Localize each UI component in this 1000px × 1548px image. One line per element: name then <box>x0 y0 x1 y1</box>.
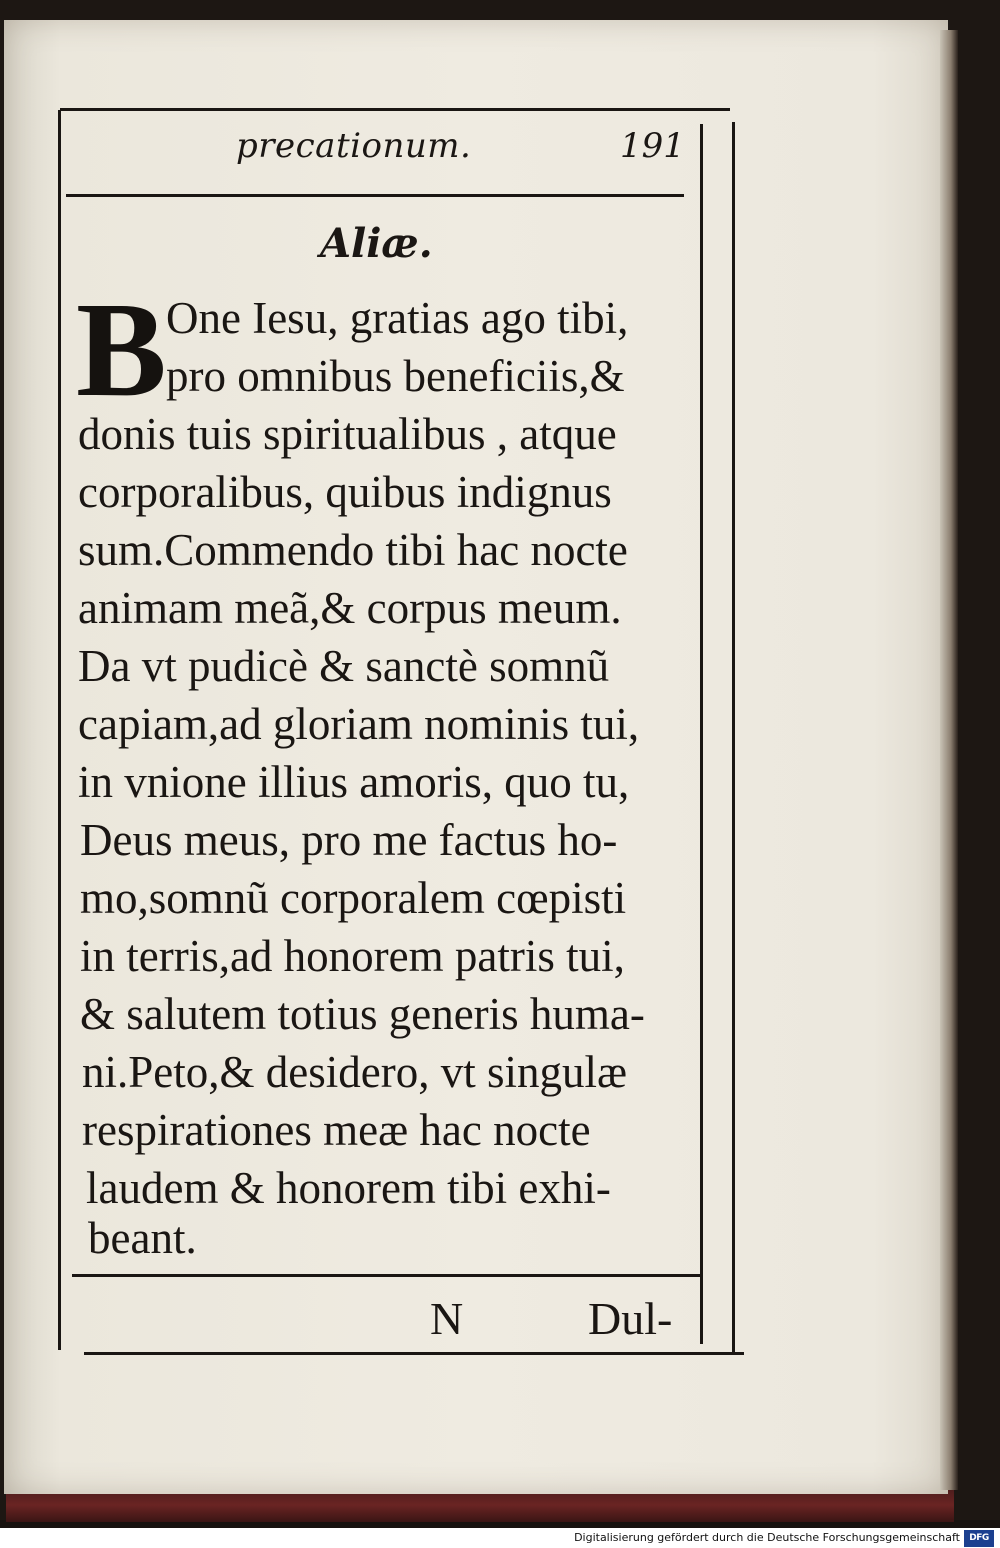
text-line: & salutem totius generis huma- <box>80 989 645 1039</box>
text-line: ni.Peto,& desidero, vt singulæ <box>82 1047 627 1097</box>
text-line: Deus meus, pro me factus ho- <box>80 815 618 865</box>
text-line: sum.Commendo tibi hac nocte <box>78 525 628 575</box>
page-edge-shadow <box>940 30 958 1490</box>
text-line: One Iesu, gratias ago tibi, <box>166 293 629 343</box>
frame-rule-footer <box>72 1274 700 1277</box>
text-line: in vnione illius amoris, quo tu, <box>78 757 630 807</box>
digitization-credit: Digitalisierung gefördert durch die Deutsche Forschungsgemeinschaft <box>574 1531 960 1544</box>
dfg-logo: DFG <box>964 1530 994 1547</box>
frame-rule-left <box>58 110 61 1350</box>
catchword: Dul- <box>588 1293 673 1344</box>
page-number: 191 <box>620 126 685 166</box>
text-line: donis tuis spiritualibus , atque <box>78 409 617 459</box>
text-line: capiam,ad gloriam nominis tui, <box>78 699 640 749</box>
text-line: in terris,ad honorem patris tui, <box>80 931 625 981</box>
text-line: respirationes meæ hac nocte <box>82 1105 591 1155</box>
running-head: precationum. <box>236 126 472 166</box>
text-line: Da vt pudicè & sanctè somnũ <box>78 641 610 691</box>
text-line: beant. <box>88 1213 197 1263</box>
drop-cap: B <box>76 275 167 425</box>
frame-rule-top <box>60 108 730 111</box>
frame-rule-right-outer <box>732 122 735 1352</box>
text-line: mo,somnũ corporalem cœpisti <box>80 873 627 923</box>
frame-rule-header <box>66 194 684 197</box>
text-line: animam meã,& corpus meum. <box>78 583 622 633</box>
section-heading: Aliæ. <box>320 220 433 267</box>
text-line: corporalibus, quibus indignus <box>78 467 612 517</box>
text-line: pro omnibus beneficiis,& <box>166 351 625 401</box>
signature-mark: N <box>430 1293 464 1344</box>
frame-rule-bottom <box>84 1352 744 1355</box>
text-line: laudem & honorem tibi exhi- <box>86 1163 611 1213</box>
frame-rule-right-inner <box>700 124 703 1344</box>
